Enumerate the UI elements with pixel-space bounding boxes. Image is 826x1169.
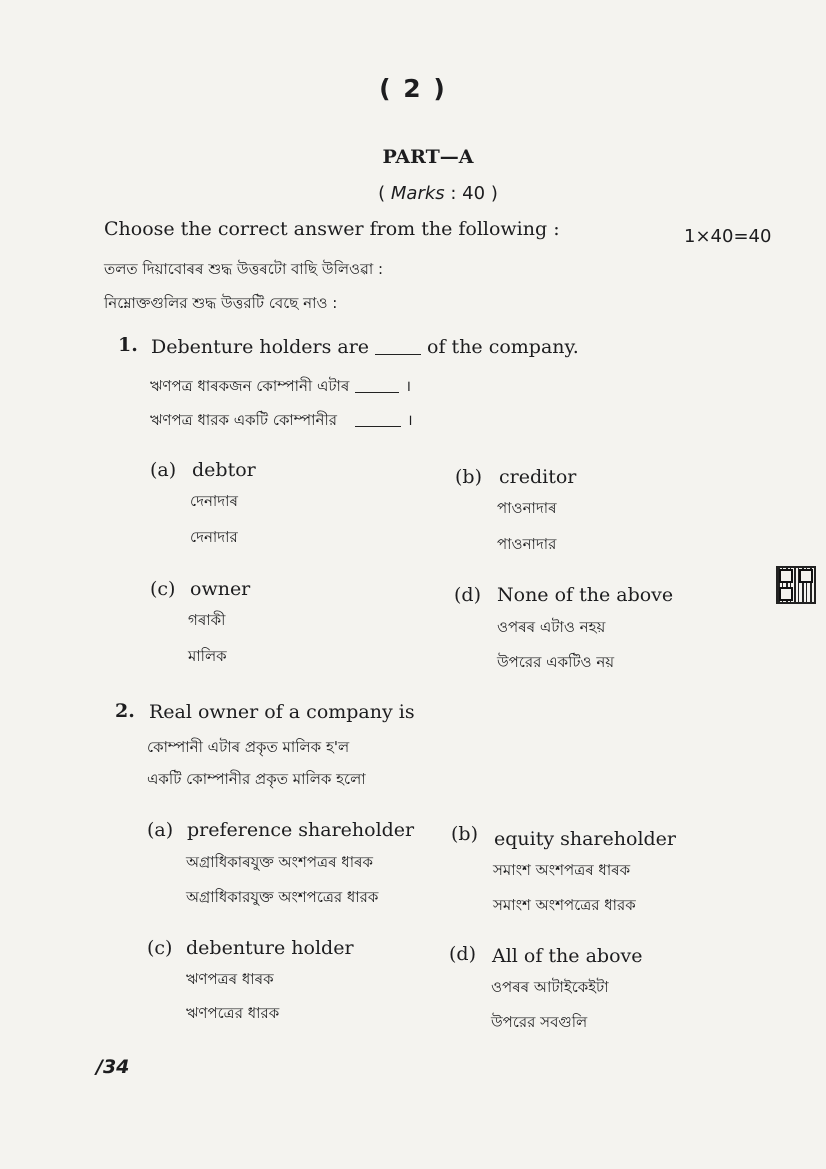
part-title: PART—A [382, 146, 474, 168]
option-assamese: ঋণপত্ৰৰ ধাৰক [186, 970, 274, 988]
instruction-assamese: তলত দিয়াবোৰৰ শুদ্ধ উত্তৰটো বাছি উলিওৱা : [104, 260, 384, 278]
option-label: (c) [147, 937, 173, 959]
option-text: debtor [192, 459, 256, 481]
question-bengali: একটি কোম্পানীর প্রকৃত মালিক হলো [147, 770, 366, 788]
marks-formula: 1×40=40 [684, 226, 772, 247]
danda: । [407, 411, 413, 429]
option-bengali: উপরের একটিও নয় [497, 653, 615, 671]
answer-blank [355, 392, 399, 393]
question-text-end: of the company. [427, 336, 579, 358]
option-text: creditor [499, 466, 577, 488]
marks-line [0, 183, 826, 204]
question-number: 2. [115, 700, 135, 722]
question-text [151, 336, 579, 358]
option-bengali: ঋণপত্রের ধারক [186, 1004, 280, 1022]
option-text: preference shareholder [187, 819, 415, 841]
option-label: (d) [454, 584, 481, 606]
option-bengali: সমাংশ অংশপত্রের ধারক [493, 896, 636, 914]
option-assamese: অগ্ৰাধিকাৰযুক্ত অংশপত্ৰৰ ধাৰক [186, 853, 373, 871]
option-assamese: সমাংশ অংশপত্ৰৰ ধাৰক [493, 861, 631, 879]
option-text: All of the above [492, 945, 643, 967]
option-assamese: ওপৰৰ আটাইকেইটা [491, 978, 609, 996]
option-label: (d) [449, 943, 476, 965]
option-label: (b) [455, 466, 482, 488]
question-assamese-text: ঋণপত্ৰ ধাৰকজন কোম্পানী এটাৰ [150, 377, 350, 395]
option-bengali: অগ্রাধিকারযুক্ত অংশপত্রের ধারক [186, 888, 379, 906]
option-label: (a) [150, 459, 177, 481]
option-assamese: ওপৰৰ এটাও নহয় [497, 618, 606, 636]
option-bengali: দেনাদার [190, 528, 238, 546]
marks-value: : 40 [450, 183, 486, 204]
qr-code-icon [776, 566, 816, 604]
option-label: (c) [150, 578, 176, 600]
marks-open: ( [378, 183, 386, 204]
question-assamese: কোম্পানী এটাৰ প্ৰকৃত মালিক হ'ল [147, 738, 350, 756]
paper-code: /34 [96, 1056, 130, 1078]
danda: । [405, 377, 412, 395]
option-bengali: মালিক [188, 647, 227, 665]
option-assamese: দেনাদাৰ [190, 492, 238, 510]
option-label: (b) [451, 823, 478, 845]
option-text: equity shareholder [494, 828, 677, 850]
instruction-bengali: নিম্নোক্তগুলির শুদ্ধ উত্তরটি বেছে নাও : [104, 294, 338, 312]
marks-label: Marks [390, 183, 445, 204]
question-number: 1. [118, 334, 138, 356]
instruction-english: Choose the correct answer from the following : [104, 218, 560, 240]
marks-close: ) [490, 183, 498, 204]
option-bengali: উপরের সবগুলি [491, 1013, 588, 1031]
option-text: debenture holder [186, 937, 354, 959]
option-text: owner [190, 578, 251, 600]
option-assamese: গৰাকী [188, 611, 226, 629]
option-text: None of the above [497, 584, 674, 606]
option-bengali: পাওনাদার [497, 535, 557, 553]
question-bengali-text: ঋণপত্র ধারক একটি কোম্পানীর [150, 411, 338, 429]
option-label: (a) [147, 819, 174, 841]
page-number: ( 2 ) [379, 74, 447, 103]
question-bengali [150, 409, 413, 434]
question-text: Real owner of a company is [149, 701, 415, 723]
question-assamese [150, 375, 411, 400]
answer-blank [355, 426, 401, 427]
question-text-start: Debenture holders are [151, 336, 370, 358]
answer-blank [375, 354, 421, 355]
option-assamese: পাওনাদাৰ [497, 499, 557, 517]
